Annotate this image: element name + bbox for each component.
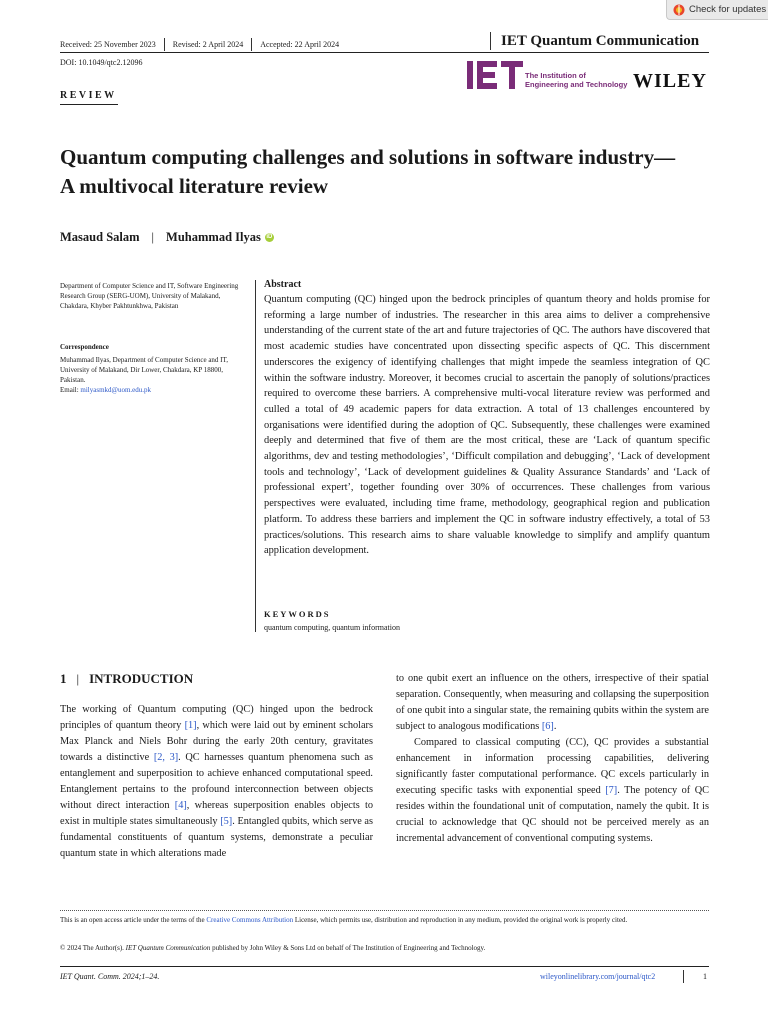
section-number: 1 xyxy=(60,671,67,686)
citation-link[interactable]: [5] xyxy=(220,816,233,827)
abstract-heading: Abstract xyxy=(264,279,302,290)
iet-text-line-1: The Institution of xyxy=(525,71,586,80)
header-rule xyxy=(60,52,709,53)
article-type-rule xyxy=(60,104,118,105)
check-for-updates-button[interactable] xyxy=(666,0,768,20)
body-text: , which were laid out by eminent scholars Max Planck and Niels Bohr during the early 20th century, gravitates towards a distinctive xyxy=(60,720,373,763)
author-name[interactable]: Masaud Salam xyxy=(60,230,140,244)
article-title: Quantum computing challenges and solutions in software industry—A multivocal literature review xyxy=(60,145,676,198)
section-heading xyxy=(60,671,193,687)
license-pre: This is an open access article under the terms of the xyxy=(60,916,207,924)
body-text: . xyxy=(553,721,557,732)
copyright-note xyxy=(60,943,709,953)
intro-paragraph-right-1 xyxy=(396,673,709,732)
body-text: . QC harnesses quantum phenomena such as entanglement and superposition to achieve enhanced computational speed. Entanglement pertains to the profound interconnection between objects without direct interaction xyxy=(60,752,373,811)
divider xyxy=(251,38,252,51)
journal-name[interactable]: IET Quantum Communication xyxy=(490,32,699,50)
keywords-heading: KEYWORDS xyxy=(264,609,331,619)
abstract-text: Quantum computing (QC) hinged upon the bedrock principles of quantum theory and holds promise for reforming a large number of industries. The researcher in this area aims to deliver a comprehensive understanding of the current state of the art and future trajectories of QC. The authors have discovered that most academic studies have concentrated upon dissecting specific aspects of QC. This discernment underscores the exigency of identifying challenges that might impede the seamless integration of QC within the software industry. Moreover, it becomes crucial to ascertain the panoply of solutions/practices required to overcome these barriers. A comprehensive multi-vocal literature review was performed and culled a total of 49 academic papers for data extraction. A total of 13 challenges encountered by organisations were identified during the adoption of QC. Subsequently, these challenges were examined deeply and determined that five of them are the most critical, these are ‘Lack of quantum specific algorithms, dev and testing methodologies’, ‘Difficult compilation and debugging’, ‘Lack of development tools and technology’, ‘Lack of development guidelines & Quality Assurance Standards’ and ‘Lack of professional expert’, together founding over 30% of occurrences. These challenges from various perspectives were evaluated, including time frame, methodology, geographical region and publication platform. To address these barriers and implement the QC in software industry effectively, a total of 53 practices/solutions. This research aims to share valuable knowledge to simplify and amplify quantum application development. xyxy=(264,294,710,557)
citation-link[interactable]: [1] xyxy=(184,720,197,731)
author-list xyxy=(60,230,274,245)
citation-link[interactable]: [2, 3] xyxy=(153,752,179,763)
body-text: . Entangled qubits, which serve as fundamental constituents of quantum systems, demonstrate a peculiar quantum state in which alterations made xyxy=(60,816,374,859)
citation-link[interactable]: [7] xyxy=(605,785,618,796)
divider xyxy=(164,38,165,51)
footer-rule xyxy=(60,966,709,967)
email-link[interactable]: milyasmkd@uom.edu.pk xyxy=(80,386,152,394)
iet-logo-text xyxy=(525,71,627,89)
check-for-updates-label: Check for updates xyxy=(689,4,767,15)
iet-logo-icon xyxy=(467,61,523,89)
correspondence-text: Muhammad Ilyas, Department of Computer Science and IT, University of Malakand, Dir Lower, Chakdara, KP 18800, Pakistan. xyxy=(60,356,229,384)
author-name[interactable]: Muhammad Ilyas xyxy=(166,230,261,244)
article-type: REVIEW xyxy=(60,90,117,101)
journal-url-link[interactable]: wileyonlinelibrary.com/journal/qtc2 xyxy=(540,972,656,981)
wiley-logo: WILEY xyxy=(633,70,707,92)
correspondence xyxy=(60,355,250,395)
crossmark-icon xyxy=(673,4,685,16)
email-label: Email: xyxy=(60,386,81,394)
orcid-icon[interactable]: iD xyxy=(266,234,273,240)
author-separator: | xyxy=(151,230,155,244)
history-dates xyxy=(60,38,339,51)
body-text: , whereas superposition enables objects to exist in multiple states simultaneously xyxy=(60,800,374,827)
copyright-pre: © 2024 The Author(s). xyxy=(60,944,126,952)
keywords-text: quantum computing, quantum information xyxy=(264,623,400,632)
revised-date: Revised: 2 April 2024 xyxy=(172,40,244,49)
affiliation: Department of Computer Science and IT, Software Engineering Research Group (SERG-UOM), University of Malakand, Chakdara, Khyber Pakhtunkhwa, Pakistan xyxy=(60,282,239,310)
intro-paragraph-right-2 xyxy=(396,735,709,847)
copyright-post: published by John Wiley & Sons Ltd on behalf of The Institution of Engineering and Technology. xyxy=(210,944,486,952)
license-post: License, which permits use, distribution and reproduction in any medium, provided the original work is properly cited. xyxy=(293,916,628,924)
intro-right-column xyxy=(396,671,709,847)
body-text: to one qubit exert an influence on the others, irrespective of their spatial separation. Consequently, when measuring and collapsing the superposition of one qubit into a singular state, the remaining qubits within the system are subject to analogous modifications xyxy=(396,673,709,732)
iet-text-line-2: Engineering and Technology xyxy=(525,80,628,89)
license-note xyxy=(60,915,709,925)
copyright-journal: IET Quantum Communication xyxy=(125,944,211,952)
body-text: Compared to classical computing (CC), QC provides a substantial enhancement in information processing capabilities, delivering significantly faster computational performance. QC excels particularly in executing specific tasks with exponential speed xyxy=(396,737,709,796)
intro-paragraph-left xyxy=(60,702,373,862)
footer-divider xyxy=(60,910,709,911)
page-number: 1 xyxy=(703,972,707,981)
received-date: Received: 25 November 2023 xyxy=(60,40,156,49)
body-text: . The potency of QC resides within the foundational unit of computation, namely the qubit. It is crucial to acknowledge that QC should not be perceived merely as an incremental advancement of conventional computing systems. xyxy=(396,785,709,844)
citation-link[interactable]: [4] xyxy=(174,800,187,811)
footer-separator xyxy=(683,970,684,983)
column-divider xyxy=(255,280,256,632)
body-text: The working of Quantum computing (QC) hinged upon the bedrock principles of quantum theory xyxy=(60,704,373,731)
accepted-date: Accepted: 22 April 2024 xyxy=(260,40,340,49)
journal-citation: IET Quant. Comm. 2024;1–24. xyxy=(60,972,160,981)
correspondence-heading: Correspondence xyxy=(60,343,109,351)
doi[interactable]: DOI: 10.1049/qtc2.12096 xyxy=(60,58,143,67)
section-title: INTRODUCTION xyxy=(89,671,194,686)
section-separator: | xyxy=(76,671,80,686)
cc-license-link[interactable]: Creative Commons Attribution xyxy=(206,916,294,924)
citation-link[interactable]: [6] xyxy=(541,721,554,732)
